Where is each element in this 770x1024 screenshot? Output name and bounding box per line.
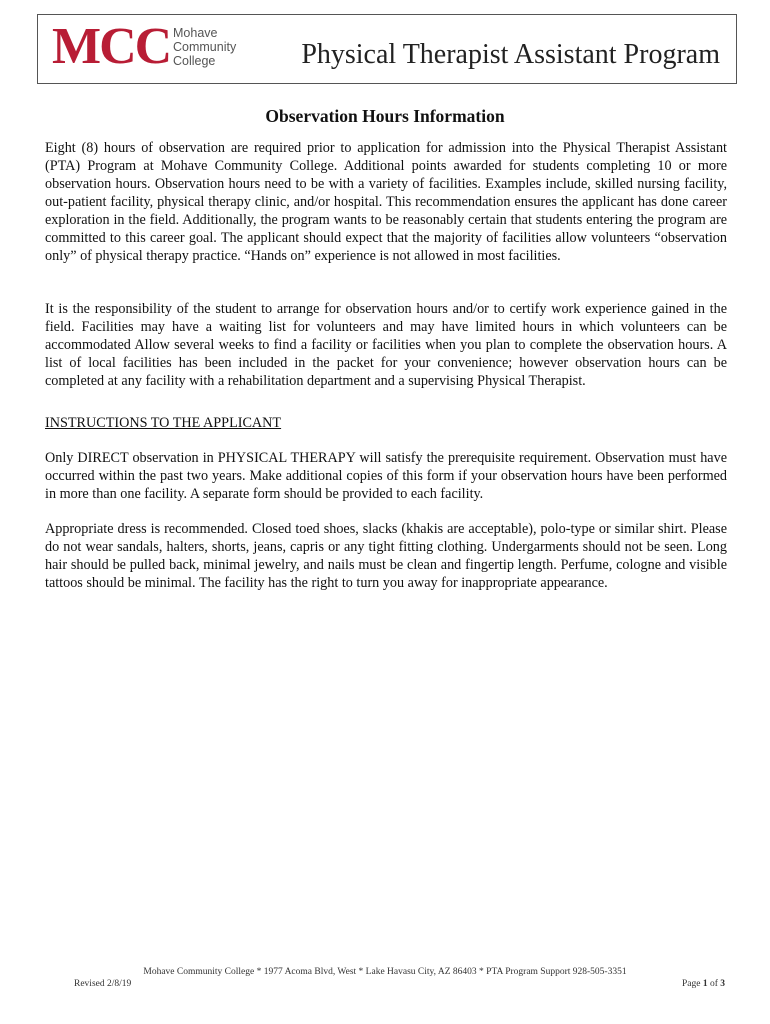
page-word: Page xyxy=(681,979,703,989)
instructions-heading: INSTRUCTIONS TO THE APPLICANT xyxy=(45,415,282,431)
logo-line: College xyxy=(173,54,216,68)
footer-revised-date: Revised 2/8/19 xyxy=(74,979,132,989)
page-number xyxy=(682,978,725,990)
header-box xyxy=(37,14,737,84)
page-current: 1 xyxy=(702,979,708,989)
logo-wordmark xyxy=(173,26,236,68)
page-total: 3 xyxy=(720,979,725,989)
program-title: Physical Therapist Assistant Program xyxy=(301,39,720,70)
paragraph-dress-code: Appropriate dress is recommended. Closed toed shoes, slacks (khakis are acceptable), polo-type or similar shirt. Please do not wear sandals, halters, shorts, jeans, capris or any tight fitting clothing. Undergarments should not be seen. Long hair should be pulled back, minimal jewelry, and nails must be clean and fingertip length. Perfume, cologne and visible tattoos should be minimal. The facility has the right to turn you away for inappropriate appearance. xyxy=(45,521,727,591)
logo-line: Community xyxy=(173,40,237,54)
paragraph-observation-requirements: Eight (8) hours of observation are required prior to application for admission into the Physical Therapist Assistant (PTA) Program at Mohave Community College. Additional points awarded for students completing 10 or more observation hours. Observation hours need to be with a variety of facilities. Examples include, skilled nursing facility, out-patient facility, physical therapy clinic, and/or hospital. This recommendation ensures the applicant has done career exploration in the field. Additionally, the program wants to be reasonably certain that students entering the program are committed to this career goal. The applicant should expect that the majority of facilities allow volunteers “observation only” of physical therapy practice. “Hands on” experience is not allowed in most facilities. xyxy=(45,140,727,264)
footer-address: Mohave Community College * 1977 Acoma Blvd, West * Lake Havasu City, AZ 86403 * PTA Program Support 928-505-3351 xyxy=(143,967,627,977)
paragraph-direct-observation: Only DIRECT observation in PHYSICAL THERAPY will satisfy the prerequisite requirement. Observation must have occurred within the past two years. Make additional copies of this form if your observation hours have been performed in more than one facility. A separate form should be provided to each facility. xyxy=(45,450,727,502)
logo-line: Mohave xyxy=(173,26,218,40)
paragraph-student-responsibility: It is the responsibility of the student to arrange for observation hours and/or to certify work experience gained in the field. Facilities may have a waiting list for volunteers and may have limited hours in which volunteers can be accommodated Allow several weeks to find a facility or facilities when you plan to complete the observation hours. A list of local facilities has been included in the packet for your convenience; however observation hours can be completed at any facility with a rehabilitation department and a supervising Physical Therapist. xyxy=(45,301,727,389)
page-of: of xyxy=(707,979,721,989)
document-title: Observation Hours Information xyxy=(265,106,505,126)
logo-mark: MCC xyxy=(52,18,171,75)
